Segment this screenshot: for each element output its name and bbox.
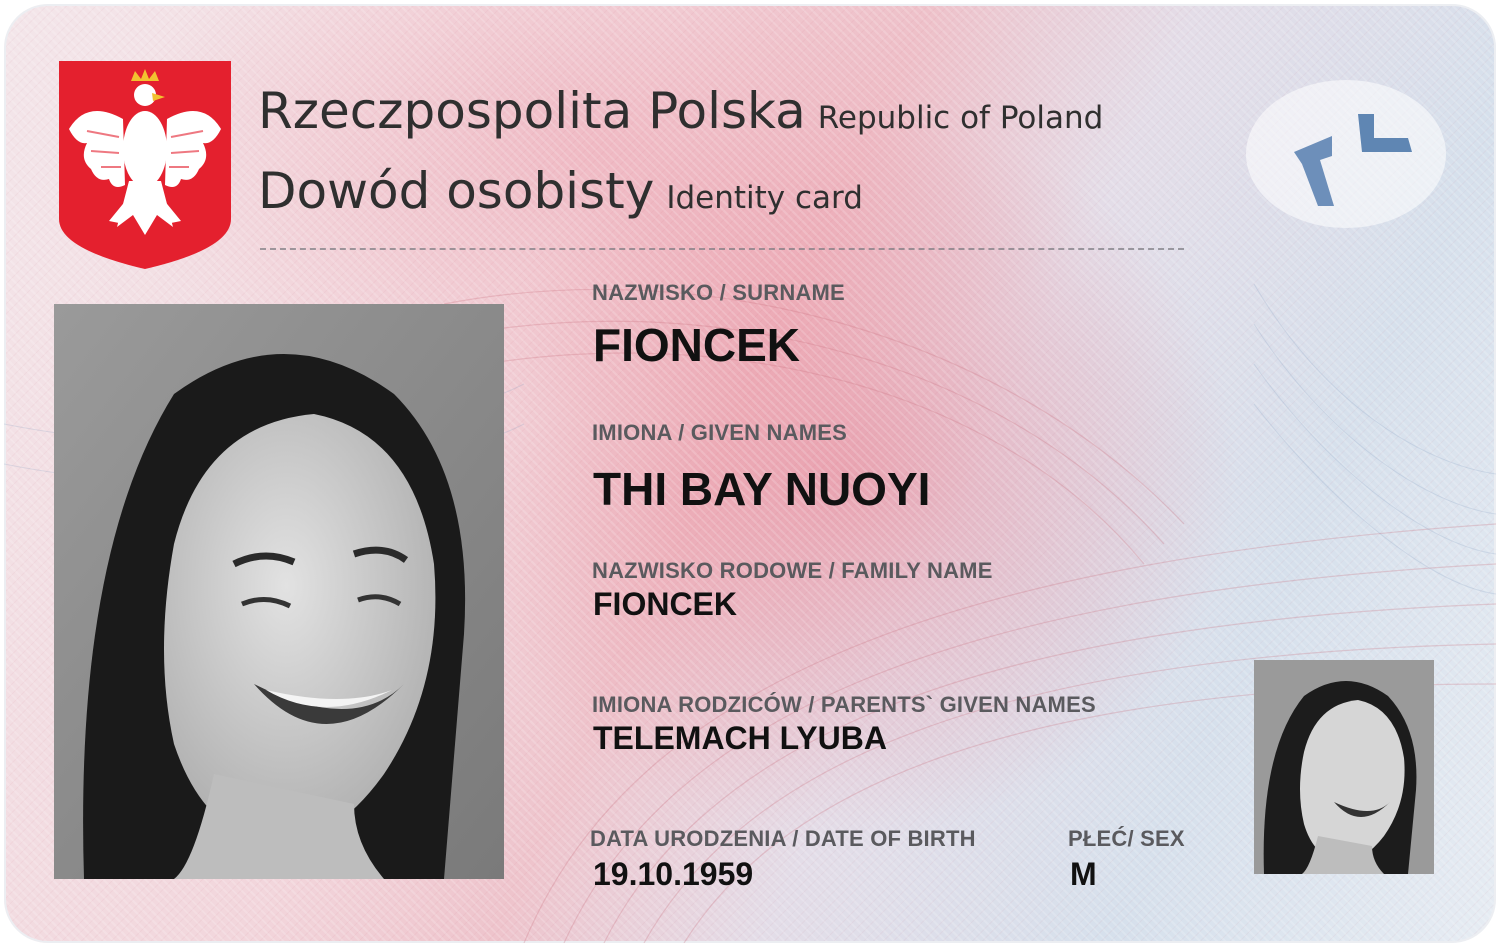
sex-value: M	[1070, 856, 1097, 892]
polish-eagle-emblem	[57, 59, 233, 271]
country-name-english: Republic of Poland	[817, 100, 1104, 136]
parents-names-label: IMIONA RODZICÓW / PARENTS` GIVEN NAMES	[592, 692, 1096, 717]
hologram-logo	[1236, 74, 1456, 234]
holder-photo	[54, 304, 504, 879]
sex-label: PŁEĆ/ SEX	[1068, 826, 1185, 851]
given-names-label: IMIONA / GIVEN NAMES	[592, 420, 847, 445]
parents-names-value: TELEMACH LYUBA	[593, 720, 887, 756]
date-of-birth-value: 19.10.1959	[593, 856, 754, 892]
given-names-value: THI BAY NUOYI	[593, 463, 931, 515]
document-type-polish: Dowód osobisty	[258, 162, 655, 220]
country-name-polish: Rzeczpospolita Polska	[258, 82, 806, 140]
family-name-label: NAZWISKO RODOWE / FAMILY NAME	[592, 558, 993, 583]
surname-label: NAZWISKO / SURNAME	[592, 280, 845, 305]
family-name-value: FIONCEK	[593, 586, 737, 622]
header-document	[258, 162, 863, 220]
ghost-photo	[1254, 660, 1434, 874]
surname-value: FIONCEK	[593, 319, 800, 371]
date-of-birth-label: DATA URODZENIA / DATE OF BIRTH	[590, 826, 976, 851]
document-type-english: Identity card	[666, 180, 863, 216]
header-country	[258, 82, 1103, 140]
header-microtext-line	[260, 248, 1184, 250]
identity-card	[4, 4, 1496, 943]
